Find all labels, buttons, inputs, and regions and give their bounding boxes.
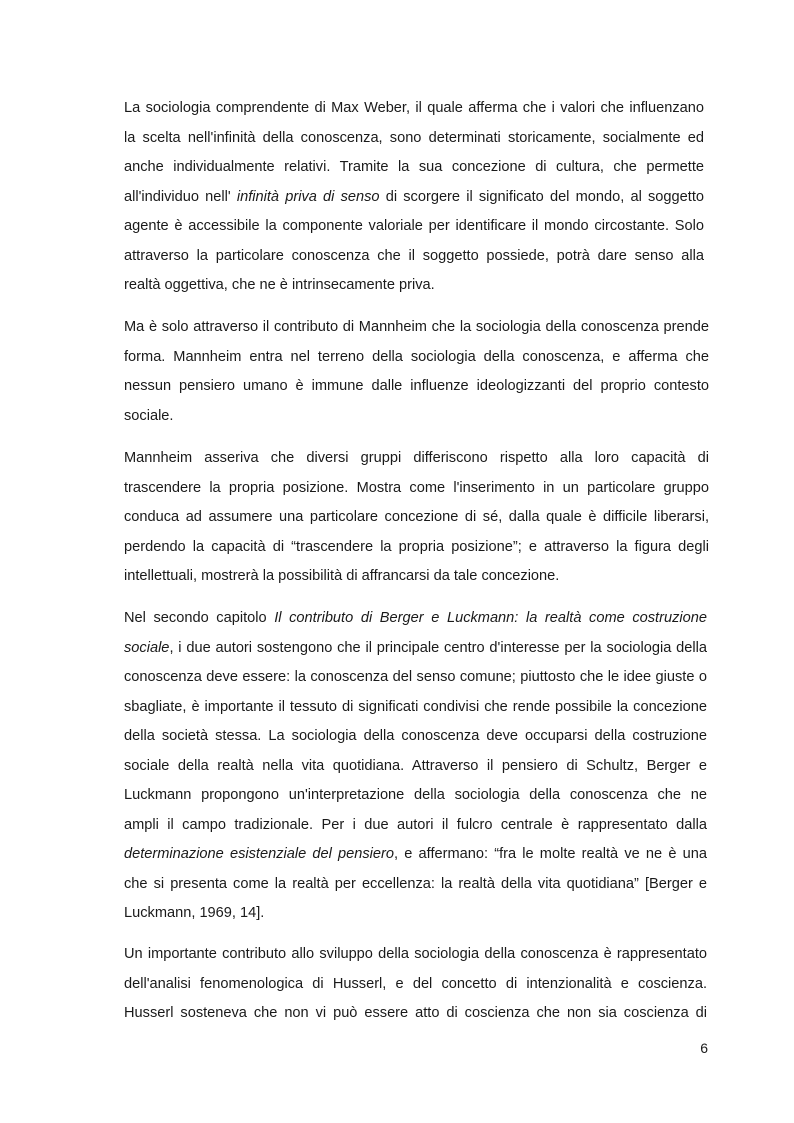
text-line: sociale.	[124, 407, 174, 424]
text-line: La sociologia comprendente di Max Weber, il quale afferma che i valori che influenzano	[124, 100, 704, 116]
text-line: Husserl sosteneva che non vi può essere atto di coscienza che non sia coscienza di	[124, 1005, 707, 1021]
text-line: realtà oggettiva, che ne è intrinsecamente priva.	[124, 277, 435, 293]
text-line: dell'analisi fenomenologica di Husserl, e del concetto di intenzionalità e coscienza.	[124, 975, 707, 992]
text-line: nessun pensiero umano è immune dalle influenze ideologizzanti del proprio contesto	[124, 378, 709, 394]
text-line: perdendo la capacità di “trascendere la propria posizione”; e attraverso la figura degli	[124, 538, 709, 555]
text-line: agente è accessibile la componente valoriale per identificare il mondo circostante. Solo	[124, 218, 704, 234]
text-line: attraverso la particolare conoscenza che il soggetto possiede, potrà dare senso alla	[124, 247, 704, 264]
text-line: forma. Mannheim entra nel terreno della sociologia della conoscenza, e afferma che	[124, 348, 709, 365]
text-line: Luckmann, 1969, 14].	[124, 905, 265, 921]
text-line: Ma è solo attraverso il contributo di Mannheim che la sociologia della conoscenza prende	[124, 319, 709, 335]
italic-chapter-title: sociale	[124, 639, 170, 656]
text-line: che si presenta come la realtà per eccellenza: la realtà della vita quotidiana” [Berger e	[124, 875, 707, 892]
italic-chapter-title: Il contributo di Berger e Luckmann: la realtà come costruzione	[274, 610, 707, 626]
text-line: conduca ad assumere una particolare concezione di sé, dalla quale è difficile liberarsi,	[124, 509, 709, 525]
text-line: Luckmann propongono un'interpretazione della sociologia della conoscenza che ne	[124, 787, 707, 803]
text-line: Un importante contributo allo sviluppo della sociologia della conoscenza è rappresentato	[124, 946, 707, 962]
paragraph-husserl	[124, 940, 707, 1029]
paragraph-mannheim-intro	[124, 313, 709, 431]
text-line: Mannheim asseriva che diversi gruppi differiscono rispetto alla loro capacità di	[124, 450, 709, 466]
text-line: la scelta nell'infinità della conoscenza, sono determinati storicamente, socialmente ed	[124, 129, 704, 146]
italic-phrase: infinità priva di senso	[236, 188, 380, 205]
paragraph-weber	[124, 94, 704, 301]
paragraph-mannheim-groups	[124, 444, 709, 592]
text-line: della società stessa. La sociologia della conoscenza deve occuparsi della costruzione	[124, 728, 707, 744]
text-line: conoscenza deve essere: la conoscenza del senso comune; piuttosto che le idee giuste o	[124, 669, 707, 685]
text-line: sociale della realtà nella vita quotidiana. Attraverso il pensiero di Schultz, Berger e	[124, 757, 707, 774]
text-line: anche individualmente relativi. Tramite la sua concezione di cultura, che permette	[124, 159, 704, 175]
text-line: trascendere la propria posizione. Mostra come l'inserimento in un particolare gruppo	[124, 479, 709, 496]
text-line: ampli il campo tradizionale. Per i due autori il fulcro centrale è rappresentato dalla	[124, 816, 707, 833]
text-line: Nel secondo capitolo Il contributo di Berger e Luckmann: la realtà come costruzione	[124, 610, 707, 626]
text-line: determinazione esistenziale del pensiero, e affermano: “fra le molte realtà ve ne è una	[124, 846, 707, 862]
text-line: sociale, i due autori sostengono che il principale centro d'interesse per la sociologia della	[124, 639, 707, 656]
italic-phrase: determinazione esistenziale del pensiero	[124, 846, 395, 862]
page-number: 6	[700, 1040, 708, 1056]
text-line: intellettuali, mostrerà la possibilità di affrancarsi da tale concezione.	[124, 568, 560, 584]
text-line: all'individuo nell' infinità priva di senso di scorgere il significato del mondo, al soggetto	[124, 188, 704, 205]
text-line: sbagliate, è importante il tessuto di significati condivisi che rende possibile la concezione	[124, 698, 707, 715]
paragraph-berger-luckmann	[124, 604, 707, 929]
